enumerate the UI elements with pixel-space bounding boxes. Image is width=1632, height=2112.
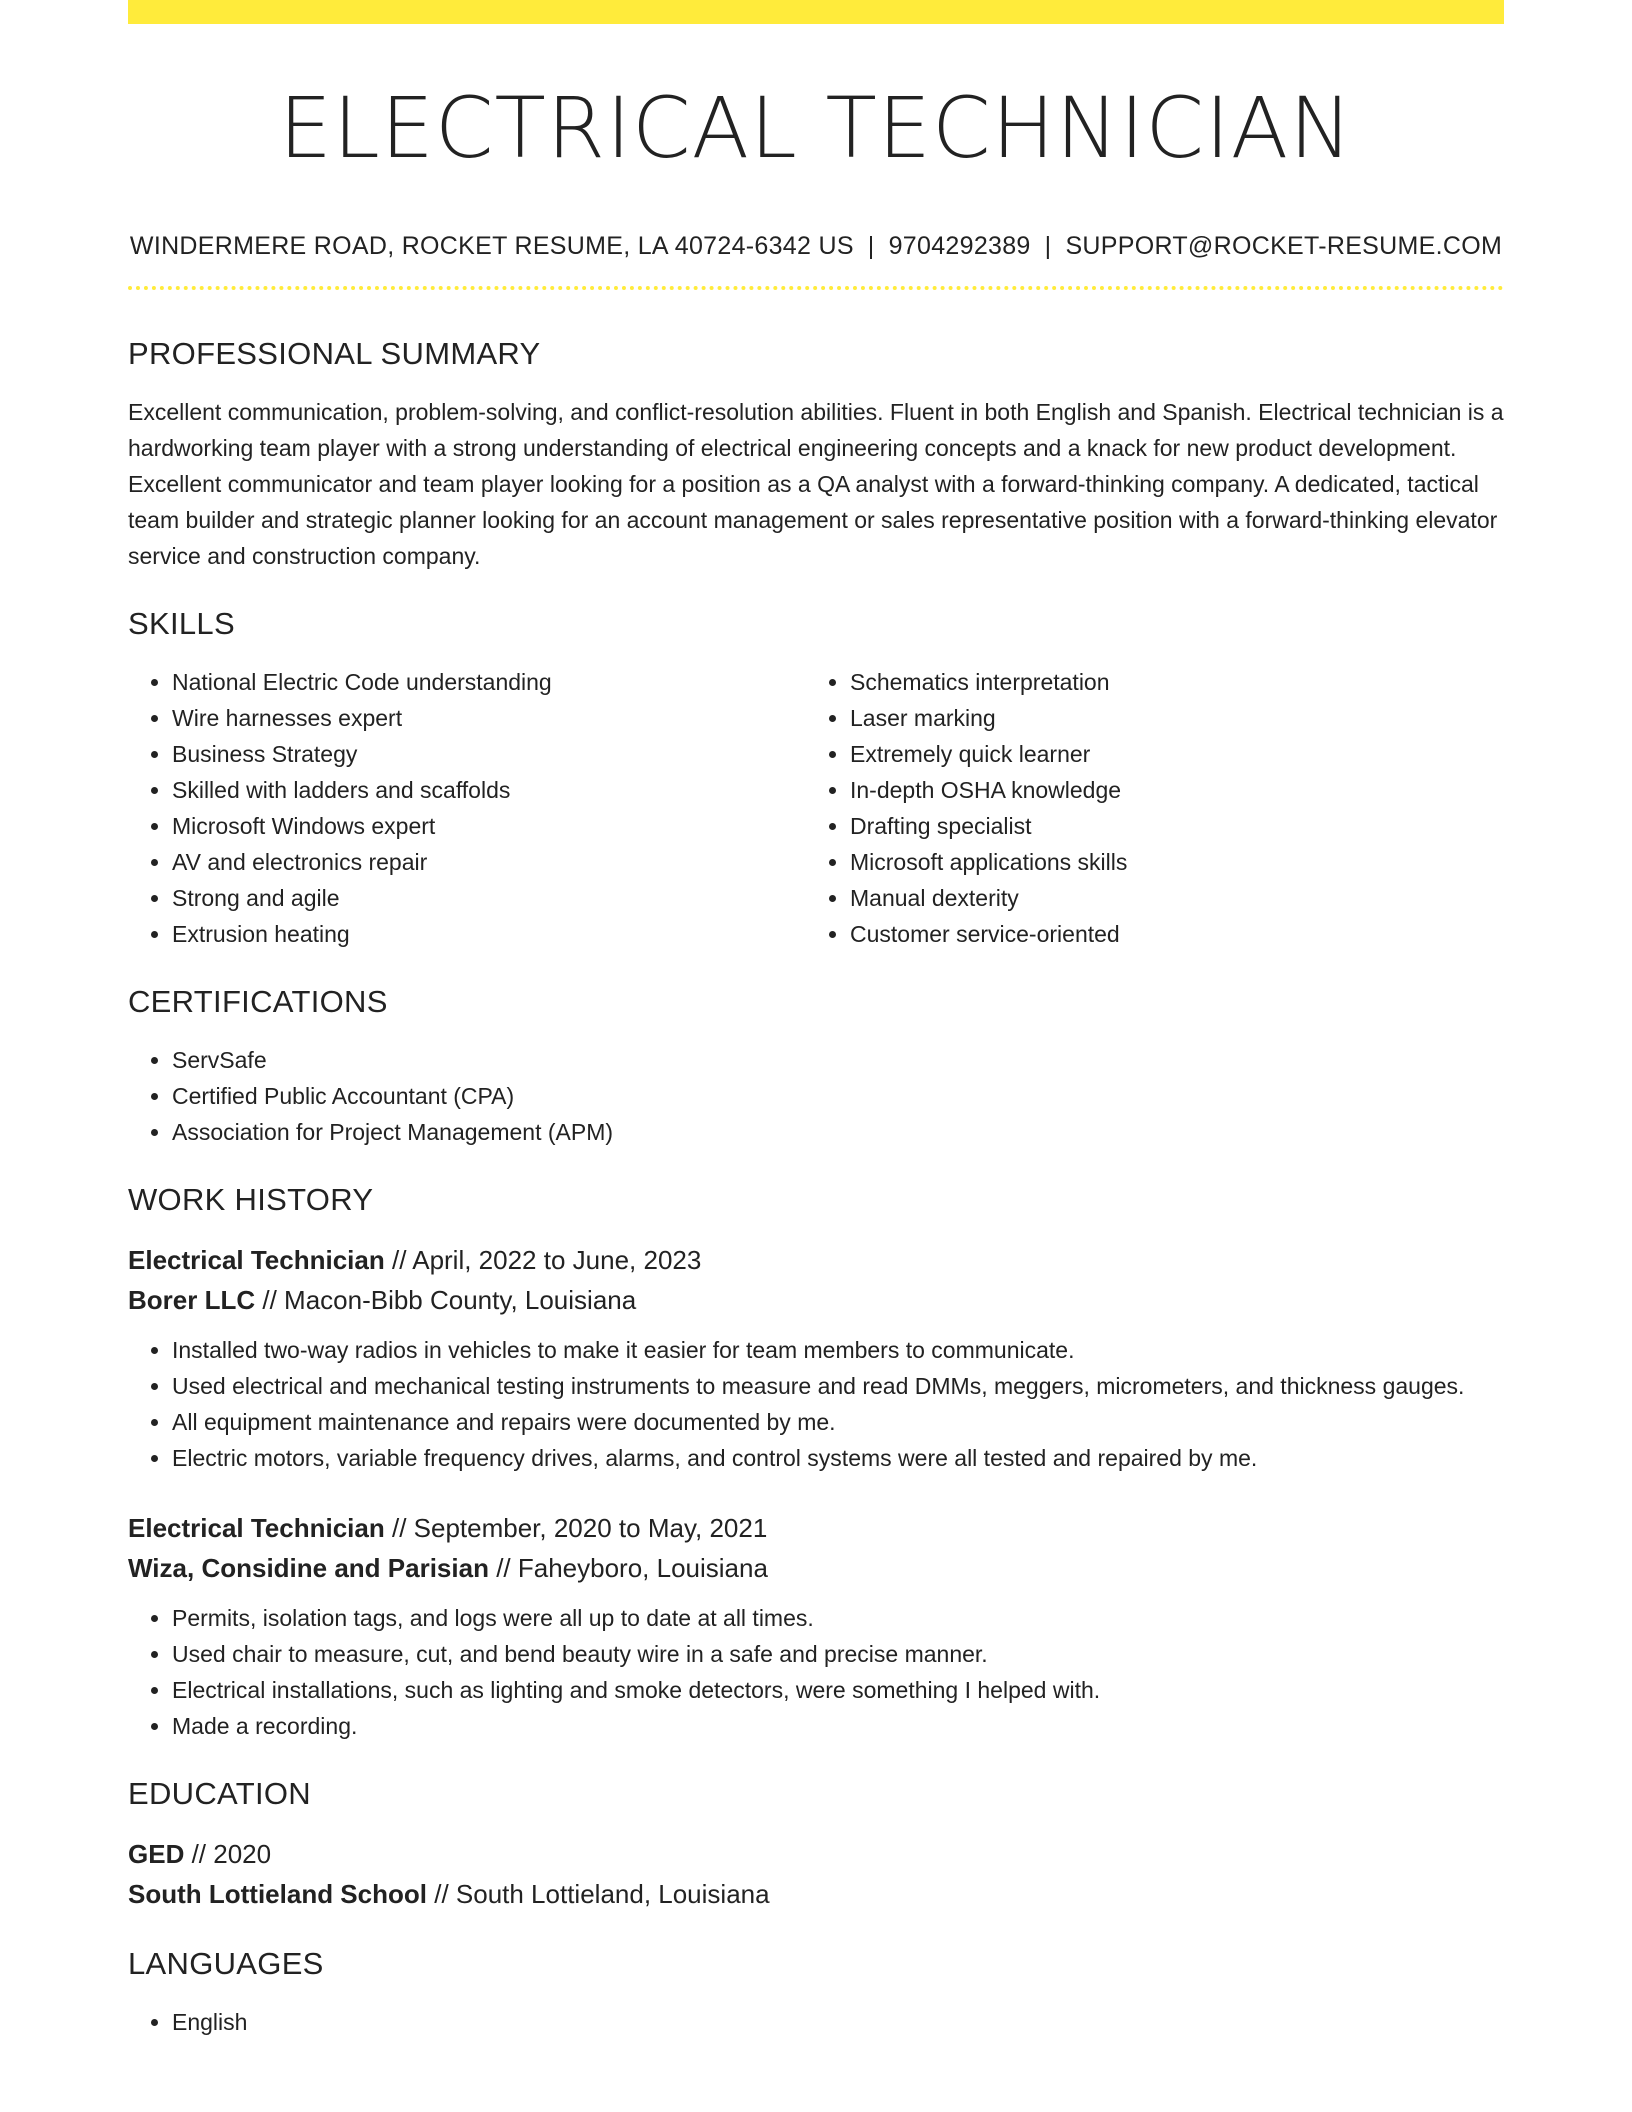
job-bullet: • All equipment maintenance and repairs were documented by me.	[172, 1404, 1504, 1440]
job-bullet: • Installed two-way radios in vehicles to make it easier for team members to communicate.	[172, 1332, 1504, 1368]
skill-item: • National Electric Code understanding	[172, 664, 806, 700]
job-bullets	[128, 1332, 1504, 1476]
work-history-heading: WORK HISTORY	[128, 1182, 374, 1217]
education-school-line	[128, 1874, 1504, 1914]
skills-list-right	[806, 664, 1528, 952]
skill-item: • Business Strategy	[172, 736, 806, 772]
job-title-line	[128, 1240, 1504, 1280]
skill-item: • Microsoft Windows expert	[172, 808, 806, 844]
job-bullets	[128, 1600, 1504, 1744]
contact-separator: |	[867, 232, 875, 260]
job-company-line	[128, 1280, 1504, 1320]
languages-list	[128, 2004, 1504, 2040]
education-year: // 2020	[191, 1839, 272, 1869]
skill-item: • Drafting specialist	[850, 808, 1528, 844]
education-heading: EDUCATION	[128, 1776, 311, 1811]
job-bullet: • Made a recording.	[172, 1708, 1504, 1744]
skill-item: • Customer service-oriented	[850, 916, 1528, 952]
contact-separator: |	[1044, 232, 1052, 260]
accent-top-bar	[128, 0, 1504, 24]
skill-item: • Manual dexterity	[850, 880, 1528, 916]
education-location: // South Lottieland, Louisiana	[434, 1879, 770, 1909]
certifications-section	[128, 982, 1504, 1150]
summary-heading: PROFESSIONAL SUMMARY	[128, 336, 541, 371]
job-bullet: • Used chair to measure, cut, and bend beauty wire in a safe and precise manner.	[172, 1636, 1504, 1672]
education-degree: GED	[128, 1839, 185, 1869]
job-role: Electrical Technician	[128, 1245, 385, 1275]
skills-section	[128, 604, 1504, 952]
language-item: • English	[172, 2004, 1504, 2040]
certification-item: • Certified Public Accountant (CPA)	[172, 1078, 1504, 1114]
job-bullet: • Used electrical and mechanical testing instruments to measure and read DMMs, meggers, micrometers, and thickness gauges.	[172, 1368, 1504, 1404]
skill-item: • Schematics interpretation	[850, 664, 1528, 700]
job-bullet: • Electrical installations, such as lighting and smoke detectors, were something I helped with.	[172, 1672, 1504, 1708]
job-bullet: • Permits, isolation tags, and logs were all up to date at all times.	[172, 1600, 1504, 1636]
job-dates: // September, 2020 to May, 2021	[391, 1513, 768, 1543]
contact-phone: 9704292389	[888, 232, 1031, 260]
contact-line	[128, 230, 1504, 262]
job-location: // Faheyboro, Louisiana	[496, 1553, 768, 1583]
job-company: Wiza, Considine and Parisian	[128, 1553, 489, 1583]
contact-address: WINDERMERE ROAD, ROCKET RESUME, LA 40724-6342 US	[129, 232, 854, 260]
languages-section	[128, 1944, 1504, 2040]
education-entry	[128, 1834, 1504, 1914]
certifications-heading: CERTIFICATIONS	[128, 984, 388, 1019]
skill-item: • Microsoft applications skills	[850, 844, 1528, 880]
job-entry	[128, 1240, 1504, 1476]
skills-list-left	[128, 664, 806, 952]
skill-item: • Laser marking	[850, 700, 1528, 736]
certifications-list	[128, 1042, 1504, 1150]
job-title-line	[128, 1508, 1504, 1548]
resume-name: ELECTRICAL TECHNICIAN	[278, 79, 1354, 177]
summary-text: Excellent communication, problem-solving, and conflict-resolution abilities. Fluent in both English and Spanish. Electrical technician is a hardworking team player with a strong understanding of electrical engineering concepts and a knack for new product development. Excellent communicator and team player looking for a position as a QA analyst with a forward-thinking company. A dedicated, tactical team builder and strategic planner looking for an account management or sales representative position with a forward-thinking elevator service and construction company.	[128, 399, 1504, 569]
contact-email: SUPPORT@ROCKET-RESUME.COM	[1065, 232, 1503, 260]
certification-item: • Association for Project Management (APM)	[172, 1114, 1504, 1150]
job-entry	[128, 1508, 1504, 1744]
education-school: South Lottieland School	[128, 1879, 427, 1909]
education-section	[128, 1774, 1504, 1914]
skill-item: • Wire harnesses expert	[172, 700, 806, 736]
skill-item: • Skilled with ladders and scaffolds	[172, 772, 806, 808]
skill-item: • In-depth OSHA knowledge	[850, 772, 1528, 808]
job-company: Borer LLC	[128, 1285, 256, 1315]
job-role: Electrical Technician	[128, 1513, 385, 1543]
job-dates: // April, 2022 to June, 2023	[391, 1245, 702, 1275]
work-history-section	[128, 1180, 1504, 1744]
education-degree-line	[128, 1834, 1504, 1874]
job-company-line	[128, 1548, 1504, 1588]
certification-item: • ServSafe	[172, 1042, 1504, 1078]
job-bullet: • Electric motors, variable frequency drives, alarms, and control systems were all tested and repaired by me.	[172, 1440, 1504, 1476]
skill-item: • AV and electronics repair	[172, 844, 806, 880]
skills-columns	[128, 664, 1504, 952]
skill-item: • Strong and agile	[172, 880, 806, 916]
skills-heading: SKILLS	[128, 606, 235, 641]
dotted-divider	[128, 286, 1504, 290]
skill-item: • Extremely quick learner	[850, 736, 1528, 772]
resume-page	[128, 0, 1504, 2040]
job-location: // Macon-Bibb County, Louisiana	[262, 1285, 637, 1315]
languages-heading: LANGUAGES	[128, 1946, 324, 1981]
skill-item: • Extrusion heating	[172, 916, 806, 952]
